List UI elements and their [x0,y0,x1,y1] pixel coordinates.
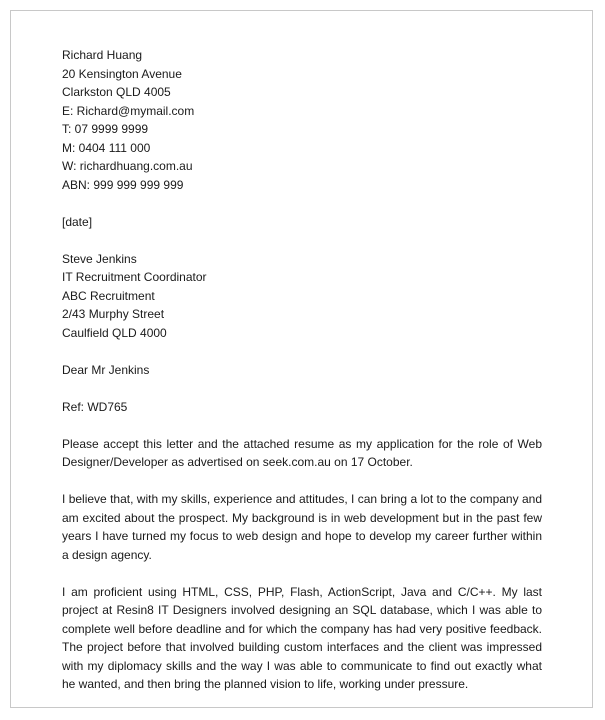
sender-street: 20 Kensington Avenue [62,66,182,81]
spacer [62,379,542,398]
letter-page [10,10,593,708]
recipient-street: 2/43 Murphy Street [62,307,165,321]
spacer [62,342,542,361]
recipient-title: IT Recruitment Coordinator [62,270,207,284]
recipient-block [62,250,542,343]
sender-name: Richard Huang [62,48,143,62]
letter-content [62,46,542,694]
spacer [62,472,542,491]
recipient-name: Steve Jenkins [62,251,137,266]
spacer [62,231,542,250]
body-paragraph-1: Please accept this letter and the attached resume as my application for the role of Web Designer/Developer as advertised on seek.com.au on 17 October. [62,436,542,469]
salutation: Dear Mr Jenkins [62,362,150,377]
sender-email: E: Richard@mymail.com [62,103,195,118]
sender-city: Clarkston QLD 4005 [62,85,171,99]
sender-website: W: richardhuang.com.au [62,159,193,173]
spacer [62,194,542,213]
body-paragraph-2: I believe that, with my skills, experience and attitudes, I can bring a lot to the company and am excited about the prospect. My background is in web development but in the past few years I have turned my focus to web design and hope to develop my career further within a design agency. [62,492,542,562]
spacer [62,564,542,583]
reference: Ref: WD765 [62,399,128,414]
sender-abn: ABN: 999 999 999 999 [62,177,184,192]
sender-mobile: M: 0404 111 000 [62,140,151,155]
body-paragraph-3: I am proficient using HTML, CSS, PHP, Flash, ActionScript, Java and C/C++. My last project at Resin8 IT Designers involved designing an SQL database, which I was able to complete well before deadline and for which the company has had very positive feedback. The project before that involved building custom interfaces and the client was impressed with my diplomacy skills and the way I was able to communicate to find out exactly what he wanted, and then bring the planned vision to life, working under pressure. [62,584,542,691]
sender-phone: T: 07 9999 9999 [62,122,149,136]
spacer [62,416,542,435]
letter-date: [date] [62,214,93,229]
sender-block [62,46,542,194]
recipient-city: Caulfield QLD 4000 [62,325,167,340]
recipient-company: ABC Recruitment [62,288,155,303]
